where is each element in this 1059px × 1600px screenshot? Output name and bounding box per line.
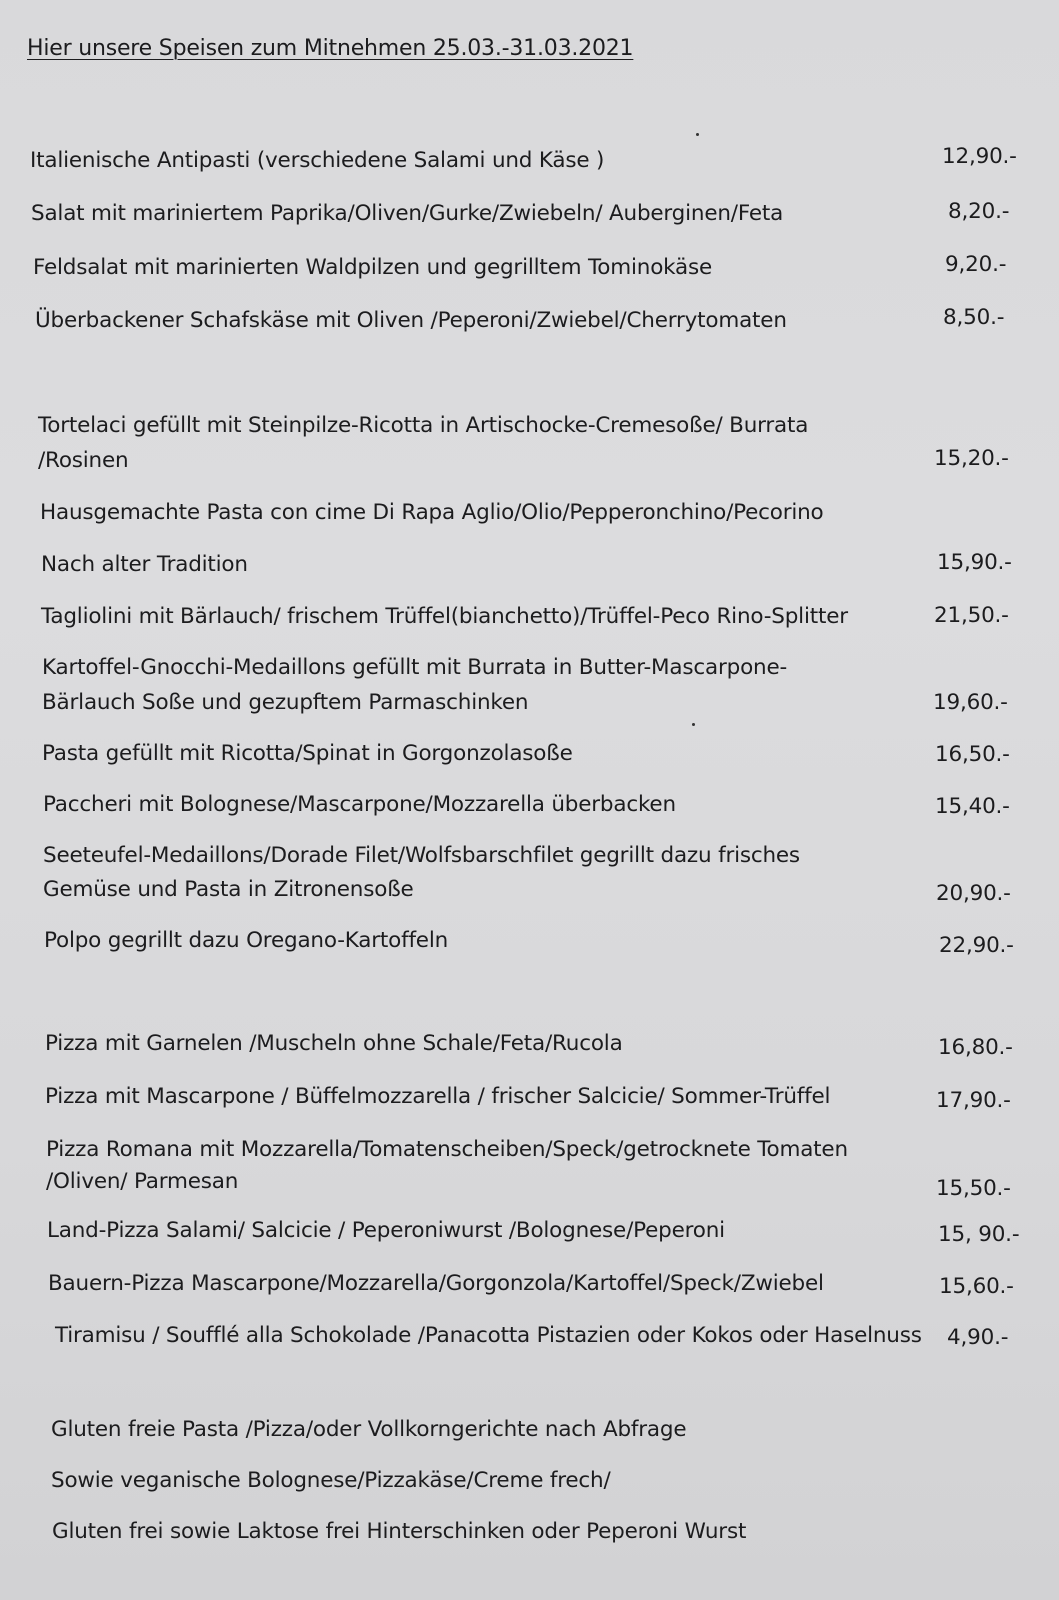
menu-item-name-line: Seeteufel-Medaillons/Dorade Filet/Wolfsbarschfilet gegrillt dazu frisches <box>43 843 800 868</box>
menu-item-price: 15,60.- <box>939 1274 1014 1299</box>
menu-item-price: 8,20.- <box>948 199 1010 224</box>
menu-item-name-line: /Oliven/ Parmesan <box>46 1169 239 1194</box>
menu-item-price: 15, 90.- <box>938 1222 1020 1247</box>
menu-item-name: Feldsalat mit marinierten Waldpilzen und gegrilltem Tominokäse <box>33 255 713 280</box>
menu-item-price: 20,90.- <box>936 881 1011 906</box>
menu-item-name-line: /Rosinen <box>38 448 129 473</box>
menu-item-price: 22,90.- <box>939 933 1014 958</box>
menu-item-name-line: Bärlauch Soße und gezupftem Parmaschinken <box>42 690 529 715</box>
menu-item-name: Salat mit mariniertem Paprika/Oliven/Gurke/Zwiebeln/ Auberginen/Feta <box>31 201 784 226</box>
menu-item-name-line: Tortelaci gefüllt mit Steinpilze-Ricotta in Artischocke-Cremesoße/ Burrata <box>38 413 809 438</box>
menu-item-name-line: Polpo gegrillt dazu Oregano-Kartoffeln <box>44 928 449 953</box>
menu-item-price: 8,50.- <box>943 305 1005 330</box>
menu-item-price: 15,40.- <box>935 794 1010 819</box>
menu-note: Gluten frei sowie Laktose frei Hinterschinken oder Peperoni Wurst <box>52 1519 747 1544</box>
menu-item-name-line: Bauern-Pizza Mascarpone/Mozzarella/Gorgonzola/Kartoffel/Speck/Zwiebel <box>48 1271 824 1296</box>
menu-item-price: 15,90.- <box>937 550 1012 575</box>
menu-item-price: 16,50.- <box>935 742 1010 767</box>
menu-item-name-line: Kartoffel-Gnocchi-Medaillons gefüllt mit Burrata in Butter-Mascarpone- <box>42 655 788 680</box>
menu-item-name: Überbackener Schafskäse mit Oliven /Peperoni/Zwiebel/Cherrytomaten <box>35 308 787 333</box>
menu-item-name-line: Tiramisu / Soufflé alla Schokolade /Panacotta Pistazien oder Kokos oder Haselnuss <box>55 1323 922 1348</box>
menu-item-price: 19,60.- <box>933 690 1008 715</box>
menu-item-name-line: Pizza mit Garnelen /Muscheln ohne Schale/Feta/Rucola <box>45 1031 623 1056</box>
menu-item-name-line: Land-Pizza Salami/ Salcicie / Peperoniwurst /Bolognese/Peperoni <box>47 1218 725 1243</box>
paper-speck <box>692 723 695 726</box>
menu-item-price: 16,80.- <box>938 1035 1013 1060</box>
menu-item-name-line: Paccheri mit Bolognese/Mascarpone/Mozzarella überbacken <box>43 792 676 817</box>
menu-item-name-line: Pizza Romana mit Mozzarella/Tomatenscheiben/Speck/getrocknete Tomaten <box>46 1137 848 1162</box>
menu-note: Gluten freie Pasta /Pizza/oder Vollkorngerichte nach Abfrage <box>51 1417 687 1442</box>
menu-note: Sowie veganische Bolognese/Pizzakäse/Creme frech/ <box>51 1468 611 1493</box>
menu-item-price: 12,90.- <box>942 144 1017 169</box>
menu-item-price: 15,20.- <box>934 446 1009 471</box>
menu-item-name-line: Pizza mit Mascarpone / Büffelmozzarella / frischer Salcicie/ Sommer-Trüffel <box>45 1084 831 1109</box>
menu-item-name: Italienische Antipasti (verschiedene Salami und Käse ) <box>30 148 605 173</box>
menu-heading: Hier unsere Speisen zum Mitnehmen 25.03.-31.03.2021 <box>27 36 634 61</box>
menu-item-price: 21,50.- <box>934 603 1009 628</box>
menu-item-name-line: Hausgemachte Pasta con cime Di Rapa Aglio/Olio/Pepperonchino/Pecorino <box>40 500 824 525</box>
menu-item-name-line: Nach alter Tradition <box>41 552 248 577</box>
paper-speck <box>696 133 699 136</box>
menu-item-price: 9,20.- <box>945 252 1007 277</box>
menu-item-name-line: Gemüse und Pasta in Zitronensoße <box>43 877 414 902</box>
menu-item-price: 4,90.- <box>947 1325 1009 1350</box>
menu-item-price: 17,90.- <box>936 1088 1011 1113</box>
menu-item-price: 15,50.- <box>936 1176 1011 1201</box>
menu-item-name-line: Tagliolini mit Bärlauch/ frischem Trüffel(bianchetto)/Trüffel-Peco Rino-Splitter <box>41 604 848 629</box>
menu-item-name-line: Pasta gefüllt mit Ricotta/Spinat in Gorgonzolasoße <box>42 741 573 766</box>
